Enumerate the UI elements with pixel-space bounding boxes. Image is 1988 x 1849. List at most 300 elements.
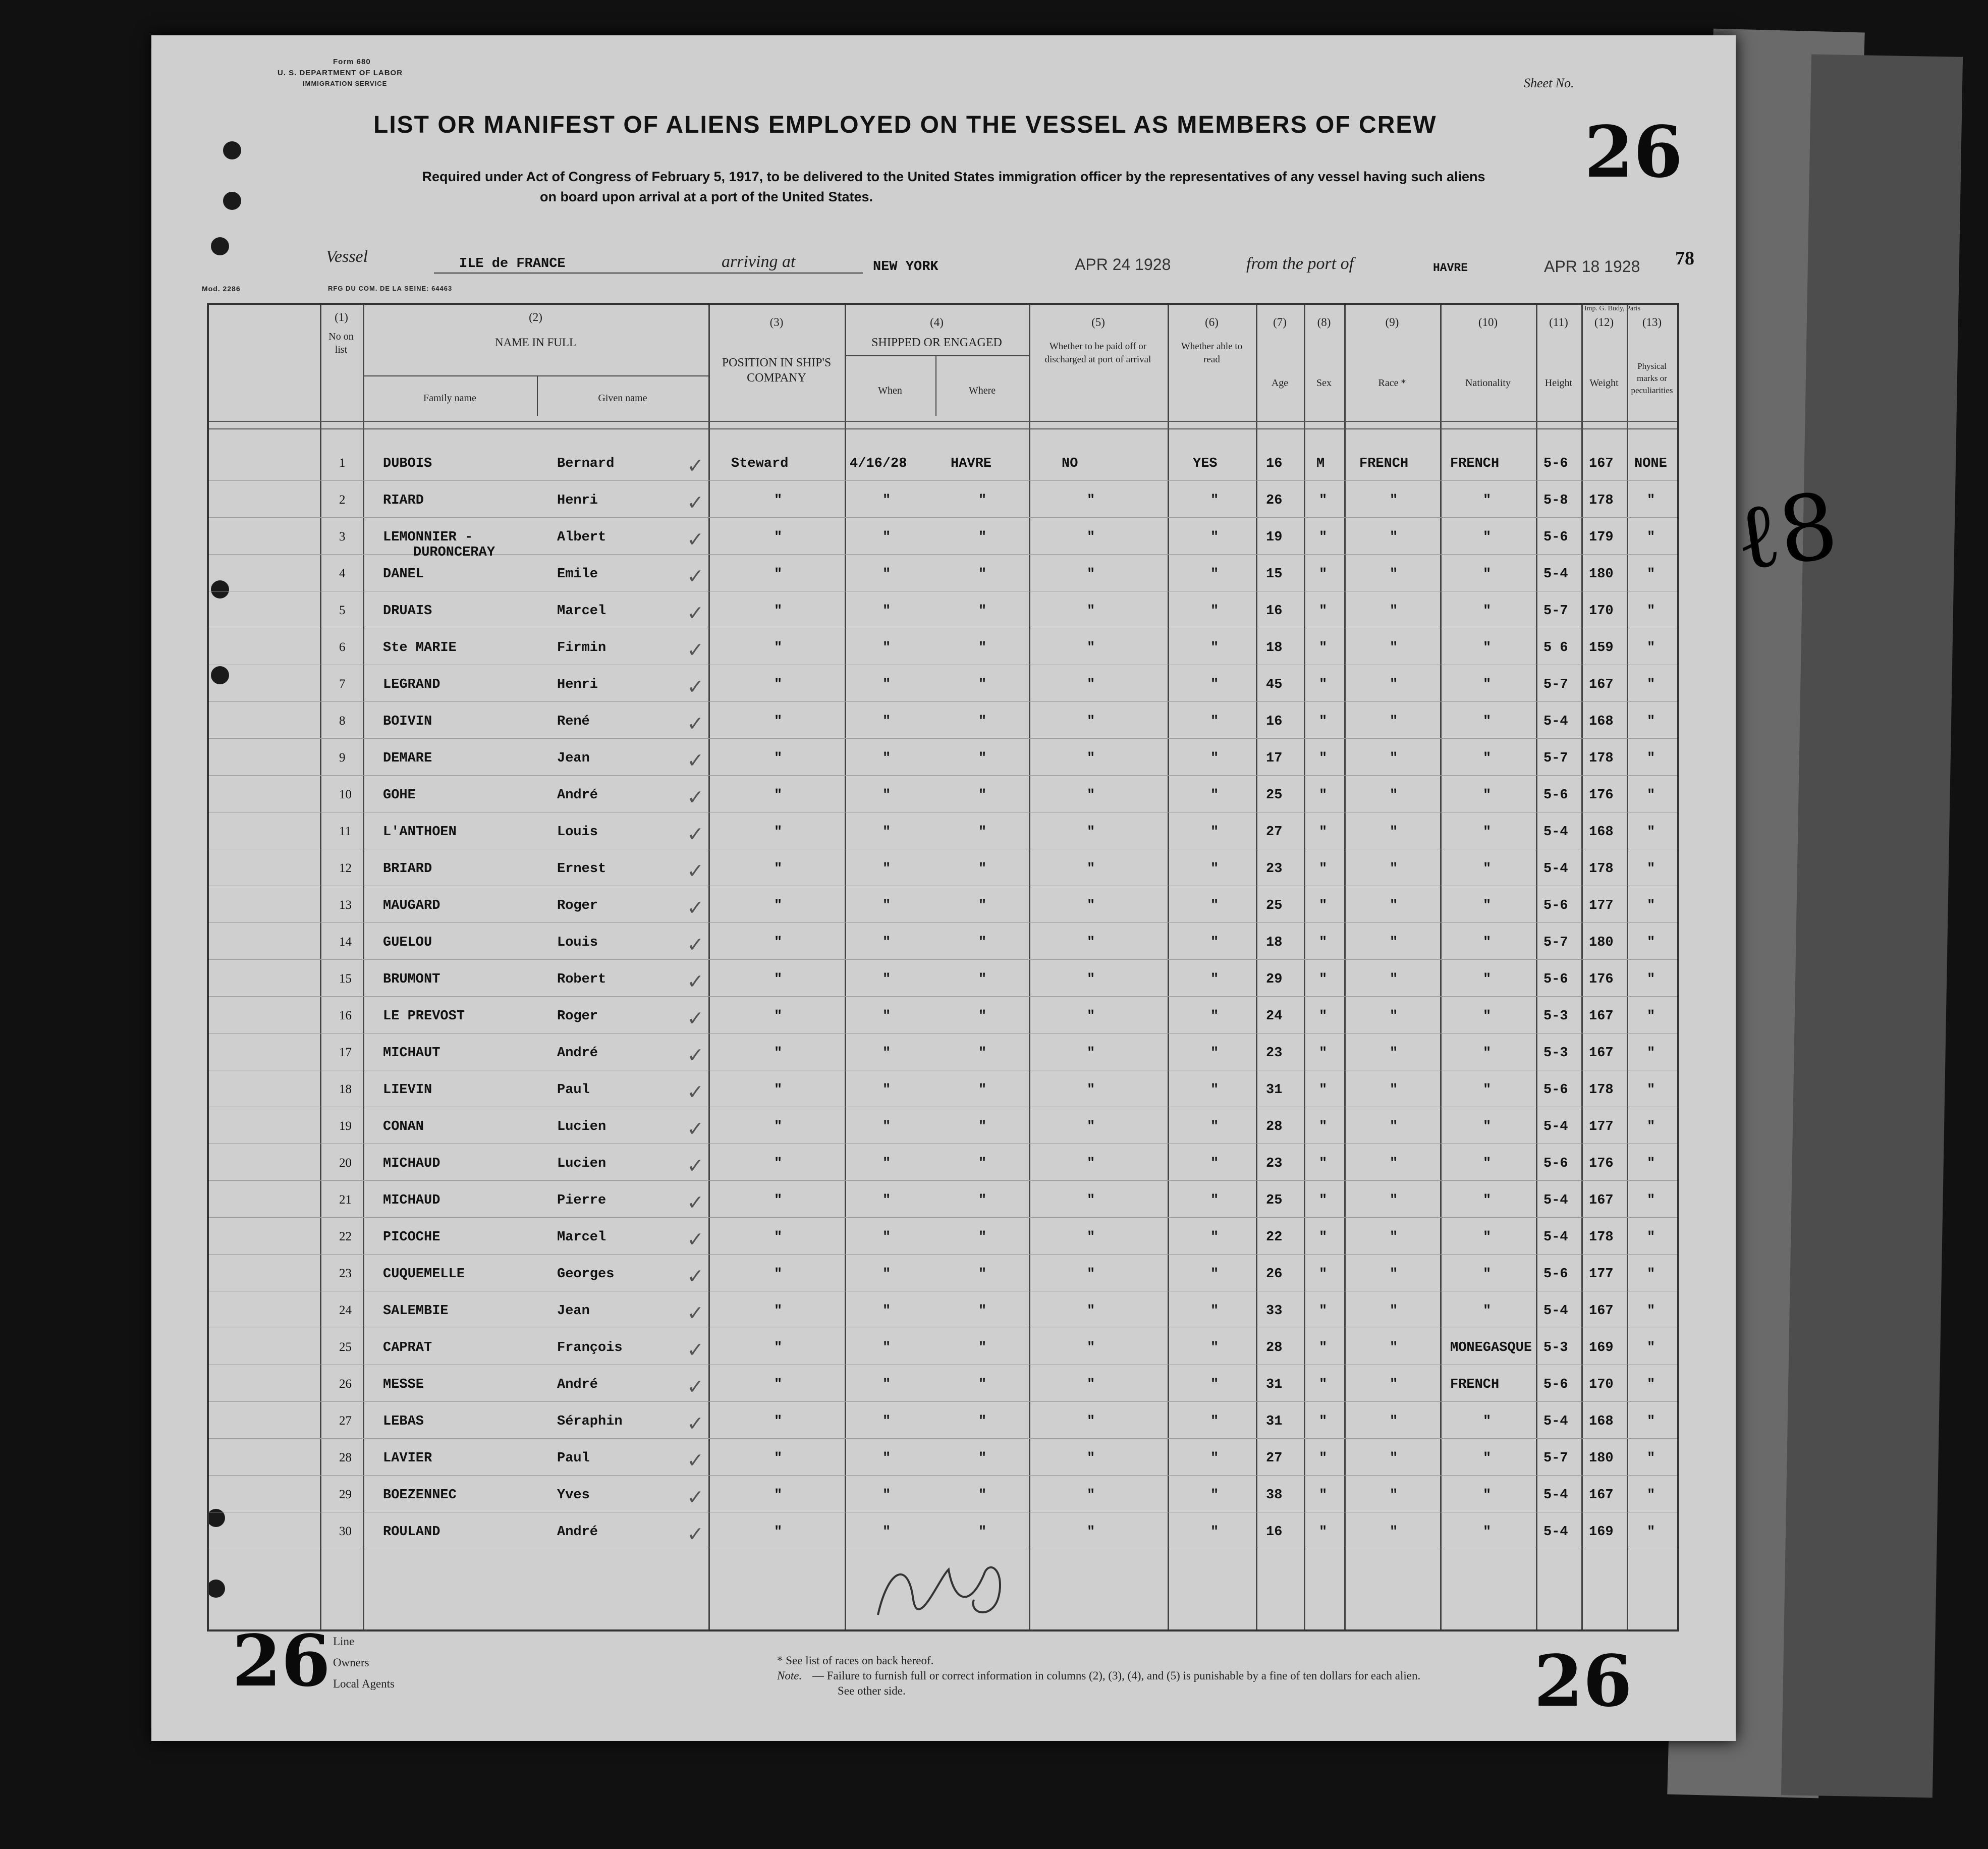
cell-sex: " (1319, 1156, 1328, 1171)
cell-age: 25 (1266, 788, 1283, 803)
cell-sex: " (1319, 751, 1328, 766)
row-rule (209, 1438, 1677, 1439)
cell-no: 2 (339, 493, 346, 507)
check-mark: ✓ (688, 969, 702, 996)
cell-marks: " (1647, 1156, 1655, 1171)
cell-height: 5-4 (1543, 1303, 1568, 1319)
col9-header: Race * (1378, 377, 1406, 389)
cell-where: " (978, 1451, 987, 1466)
cell-sex: " (1319, 1193, 1328, 1208)
cell-sex: " (1319, 935, 1328, 950)
cell-no: 25 (339, 1340, 352, 1354)
cell-where: " (978, 1414, 987, 1429)
cell-age: 16 (1266, 714, 1283, 729)
cell-marks: " (1647, 1451, 1655, 1466)
cell-height: 5-6 (1543, 1082, 1568, 1098)
cell-given: André (557, 1377, 598, 1392)
cell-family: L'ANTHOEN (383, 825, 457, 840)
cell-height: 5-4 (1543, 1525, 1568, 1540)
cell-no: 26 (339, 1377, 352, 1391)
col9-no: (9) (1385, 316, 1399, 329)
cell-sex: " (1319, 898, 1328, 913)
cell-given: Pierre (557, 1193, 606, 1208)
cell-marks: " (1647, 861, 1655, 877)
cell-nationality: " (1483, 825, 1492, 840)
cell-marks: " (1647, 1377, 1655, 1392)
cell-paid: NO (1062, 456, 1078, 471)
check-mark: ✓ (688, 527, 702, 554)
cell-where: " (978, 972, 987, 987)
cell-marks: " (1647, 1488, 1655, 1503)
cell-height: 5-3 (1543, 1009, 1568, 1024)
cell-paid: " (1087, 1303, 1095, 1319)
cell-position: " (774, 1303, 783, 1319)
cell-no: 23 (339, 1267, 352, 1280)
cell-age: 18 (1266, 640, 1283, 656)
cell-paid: " (1087, 567, 1095, 582)
cell-race: " (1390, 530, 1398, 545)
cell-age: 33 (1266, 1303, 1283, 1319)
signature (868, 1539, 1029, 1640)
cell-position: " (774, 1230, 783, 1245)
check-mark: ✓ (688, 454, 702, 480)
cell-read: " (1210, 1009, 1219, 1024)
cell-read: " (1210, 677, 1219, 692)
cell-position: " (774, 1193, 783, 1208)
cell-sex: " (1319, 1488, 1328, 1503)
cell-marks: " (1647, 1525, 1655, 1540)
cell-marks: " (1647, 1193, 1655, 1208)
cell-race: " (1390, 1267, 1398, 1282)
cell-paid: " (1087, 714, 1095, 729)
cell-weight: 176 (1589, 788, 1614, 803)
cell-age: 23 (1266, 1046, 1283, 1061)
col12-header: Weight (1589, 377, 1619, 389)
cell-paid: " (1087, 825, 1095, 840)
cell-read: " (1210, 714, 1219, 729)
printer: Imp. G. Budy, Paris (1584, 305, 1641, 312)
cell-weight: 176 (1589, 972, 1614, 987)
cell-given: Roger (557, 1009, 598, 1024)
cell-given: Roger (557, 898, 598, 913)
check-mark: ✓ (688, 712, 702, 738)
cell-given: Georges (557, 1267, 615, 1282)
cell-where: " (978, 1267, 987, 1282)
cell-paid: " (1087, 972, 1095, 987)
cell-race: " (1390, 1230, 1398, 1245)
cell-read: " (1210, 1230, 1219, 1245)
cell-age: 15 (1266, 567, 1283, 582)
page-no: 78 (1675, 248, 1694, 269)
cell-weight: 167 (1589, 1193, 1614, 1208)
check-mark: ✓ (688, 1080, 702, 1106)
col6-header: Whether able to read (1181, 341, 1243, 365)
cell-paid: " (1087, 1193, 1095, 1208)
cell-race: " (1390, 640, 1398, 656)
cell-given: Marcel (557, 1230, 606, 1245)
cell-position: " (774, 1488, 783, 1503)
cell-given: Séraphin (557, 1414, 623, 1429)
cell-read: " (1210, 751, 1219, 766)
check-mark: ✓ (688, 1375, 702, 1401)
cell-where: " (978, 1525, 987, 1540)
cell-nationality: " (1483, 604, 1492, 619)
subtitle-line2: on board upon arrival at a port of the United States. (539, 189, 873, 204)
cell-age: 28 (1266, 1340, 1283, 1355)
row-rule (209, 996, 1677, 997)
col2-given-header: Given name (598, 393, 647, 404)
cell-given: François (557, 1340, 623, 1355)
cell-no: 4 (339, 567, 346, 580)
cell-family: MICHAUD (383, 1156, 440, 1171)
cell-when: " (882, 1377, 891, 1392)
check-mark: ✓ (688, 748, 702, 775)
cell-family: MICHAUT (383, 1046, 440, 1061)
cell-nationality: " (1483, 1451, 1492, 1466)
cell-race: " (1390, 567, 1398, 582)
cell-race: " (1390, 972, 1398, 987)
arriving-label: arriving at (722, 252, 796, 271)
cell-weight: 180 (1589, 935, 1614, 950)
row-rule (209, 1254, 1677, 1255)
cell-weight: 178 (1589, 751, 1614, 766)
cell-age: 18 (1266, 935, 1283, 950)
cell-position: " (774, 972, 783, 987)
cell-nationality: " (1483, 751, 1492, 766)
cell-marks: " (1647, 567, 1655, 582)
cell-race: " (1390, 1303, 1398, 1319)
col5-no: (5) (1091, 316, 1105, 329)
sheet-number: 26 (1584, 111, 1683, 194)
cell-where: " (978, 1303, 987, 1319)
cell-read: " (1210, 825, 1219, 840)
cell-when: " (882, 677, 891, 692)
cell-no: 27 (339, 1414, 352, 1428)
cell-age: 26 (1266, 1267, 1283, 1282)
cell-weight: 168 (1589, 714, 1614, 729)
cell-read: " (1210, 530, 1219, 545)
cell-height: 5-3 (1543, 1340, 1568, 1355)
col4-no: (4) (930, 316, 944, 329)
cell-marks: " (1647, 1009, 1655, 1024)
cell-race: " (1390, 898, 1398, 913)
cell-age: 31 (1266, 1377, 1283, 1392)
from-port: HAVRE (1433, 261, 1468, 275)
cell-age: 16 (1266, 604, 1283, 619)
cell-sex: " (1319, 493, 1328, 508)
cell-nationality: MONEGASQUE (1450, 1340, 1532, 1355)
cell-no: 7 (339, 677, 346, 691)
cell-age: 28 (1266, 1119, 1283, 1134)
cell-age: 16 (1266, 1525, 1283, 1540)
cell-height: 5-4 (1543, 1414, 1568, 1429)
cell-paid: " (1087, 1156, 1095, 1171)
cell-age: 31 (1266, 1082, 1283, 1098)
cell-no: 3 (339, 530, 346, 543)
cell-read: " (1210, 1119, 1219, 1134)
cell-height: 5-6 (1543, 788, 1568, 803)
cell-age: 23 (1266, 1156, 1283, 1171)
cell-when: " (882, 1119, 891, 1134)
cell-family: RIARD (383, 493, 424, 508)
cell-when: " (882, 1193, 891, 1208)
department: U. S. DEPARTMENT OF LABOR (278, 69, 403, 77)
cell-height: 5-4 (1543, 567, 1568, 582)
footer-number-right: 26 (1534, 1640, 1632, 1723)
check-mark: ✓ (688, 564, 702, 590)
col10-header: Nationality (1465, 377, 1511, 389)
cell-weight: 167 (1589, 677, 1614, 692)
cell-age: 27 (1266, 825, 1283, 840)
cell-nationality: " (1483, 1009, 1492, 1024)
cell-when: " (882, 567, 891, 582)
cell-given: André (557, 1525, 598, 1540)
cell-no: 1 (339, 456, 346, 470)
cell-weight: 180 (1589, 567, 1614, 582)
crew-table (207, 303, 1679, 1632)
check-mark: ✓ (688, 1043, 702, 1069)
cell-nationality: " (1483, 898, 1492, 913)
cell-read: " (1210, 640, 1219, 656)
cell-position: " (774, 898, 783, 913)
cell-height: 5-6 (1543, 530, 1568, 545)
cell-read: " (1210, 1377, 1219, 1392)
cell-sex: " (1319, 1414, 1328, 1429)
cell-race: " (1390, 861, 1398, 877)
cell-position: " (774, 825, 783, 840)
cell-position: " (774, 714, 783, 729)
cell-height: 5-4 (1543, 1119, 1568, 1134)
cell-race: " (1390, 1377, 1398, 1392)
cell-family: DUBOIS (383, 456, 432, 471)
cell-nationality: " (1483, 1267, 1492, 1282)
cell-age: 26 (1266, 493, 1283, 508)
cell-paid: " (1087, 898, 1095, 913)
cell-where: " (978, 861, 987, 877)
cell-marks: " (1647, 898, 1655, 913)
cell-marks: " (1647, 825, 1655, 840)
col4-header: SHIPPED OR ENGAGED (871, 336, 1002, 349)
col4-when-header: When (878, 385, 902, 396)
cell-read: YES (1193, 456, 1218, 471)
col1-header: No on list (328, 331, 354, 355)
cell-where: " (978, 493, 987, 508)
local-agents-label: Local Agents (333, 1677, 395, 1690)
cell-age: 23 (1266, 861, 1283, 877)
cell-marks: " (1647, 935, 1655, 950)
cell-position: " (774, 861, 783, 877)
cell-age: 27 (1266, 1451, 1283, 1466)
cell-paid: " (1087, 861, 1095, 877)
col10-no: (10) (1478, 316, 1498, 329)
cell-marks: " (1647, 1230, 1655, 1245)
cell-age: 25 (1266, 1193, 1283, 1208)
cell-where: " (978, 1082, 987, 1098)
cell-read: " (1210, 861, 1219, 877)
cell-family: CAPRAT (383, 1340, 432, 1355)
check-mark: ✓ (688, 1448, 702, 1475)
check-mark: ✓ (688, 491, 702, 517)
cell-height: 5-8 (1543, 493, 1568, 508)
col2-no: (2) (529, 311, 542, 323)
cell-position: " (774, 1119, 783, 1134)
cell-where: " (978, 1230, 987, 1245)
check-mark: ✓ (688, 1485, 702, 1511)
cell-age: 45 (1266, 677, 1283, 692)
check-mark: ✓ (688, 675, 702, 701)
cell-no: 19 (339, 1119, 352, 1133)
from-port-label: from the port of (1246, 254, 1354, 273)
cell-family: DEMARE (383, 751, 432, 766)
cell-read: " (1210, 1303, 1219, 1319)
row-rule (209, 922, 1677, 923)
cell-sex: " (1319, 1267, 1328, 1282)
cell-given: Albert (557, 530, 606, 545)
cell-sex: " (1319, 861, 1328, 877)
note-label: Note. (777, 1669, 802, 1682)
cell-weight: 180 (1589, 1451, 1614, 1466)
cell-when: " (882, 1156, 891, 1171)
cell-weight: 167 (1589, 1488, 1614, 1503)
cell-no: 11 (339, 825, 352, 838)
cell-family: DRUAIS (383, 604, 432, 619)
cell-family: GOHE (383, 788, 416, 803)
cell-sex: " (1319, 1340, 1328, 1355)
check-mark: ✓ (688, 933, 702, 959)
cell-no: 22 (339, 1230, 352, 1243)
cell-paid: " (1087, 1082, 1095, 1098)
cell-when: " (882, 1009, 891, 1024)
cell-weight: 169 (1589, 1525, 1614, 1540)
cell-paid: " (1087, 1267, 1095, 1282)
cell-where: " (978, 1119, 987, 1134)
cell-given: Louis (557, 935, 598, 950)
vessel-underline (434, 273, 863, 274)
cell-sex: " (1319, 677, 1328, 692)
cell-when: " (882, 1414, 891, 1429)
cell-where: " (978, 898, 987, 913)
cell-nationality: " (1483, 677, 1492, 692)
cell-age: 24 (1266, 1009, 1283, 1024)
cell-race: " (1390, 1082, 1398, 1098)
cell-marks: " (1647, 1414, 1655, 1429)
cell-where: " (978, 640, 987, 656)
arrival-date-stamp: APR 24 1928 (1075, 255, 1171, 274)
cell-read: " (1210, 935, 1219, 950)
check-mark: ✓ (688, 1117, 702, 1143)
cell-when: " (882, 1303, 891, 1319)
cell-marks: " (1647, 751, 1655, 766)
cell-height: 5-4 (1543, 861, 1568, 877)
cell-marks: " (1647, 972, 1655, 987)
cell-no: 24 (339, 1303, 352, 1317)
cell-no: 12 (339, 861, 352, 875)
cell-where: " (978, 677, 987, 692)
cell-nationality: " (1483, 972, 1492, 987)
cell-read: " (1210, 604, 1219, 619)
cell-given: Firmin (557, 640, 606, 656)
check-mark: ✓ (688, 1190, 702, 1217)
cell-race: " (1390, 1009, 1398, 1024)
cell-position: " (774, 1009, 783, 1024)
cell-family: CUQUEMELLE (383, 1267, 465, 1282)
cell-height: 5-7 (1543, 935, 1568, 950)
cell-paid: " (1087, 1230, 1095, 1245)
cell-when: " (882, 493, 891, 508)
cell-family: LEMONNIER - (383, 530, 473, 545)
cell-weight: 167 (1589, 456, 1614, 471)
cell-nationality: " (1483, 788, 1492, 803)
cell-nationality: " (1483, 1193, 1492, 1208)
cell-paid: " (1087, 1488, 1095, 1503)
cell-sex: " (1319, 530, 1328, 545)
cell-sex: " (1319, 1046, 1328, 1061)
cell-position: " (774, 935, 783, 950)
cell-when: " (882, 861, 891, 877)
cell-height: 5-7 (1543, 751, 1568, 766)
cell-where: " (978, 604, 987, 619)
cell-no: 29 (339, 1488, 352, 1501)
cell-sex: " (1319, 1451, 1328, 1466)
cell-read: " (1210, 972, 1219, 987)
cell-read: " (1210, 493, 1219, 508)
line-label: Line (333, 1635, 355, 1648)
check-mark: ✓ (688, 1338, 702, 1364)
cell-when: " (882, 640, 891, 656)
cell-paid: " (1087, 493, 1095, 508)
cell-family: BRUMONT (383, 972, 440, 987)
cell-nationality: " (1483, 1046, 1492, 1061)
cell-height: 5-6 (1543, 972, 1568, 987)
row-rule (209, 1180, 1677, 1181)
cell-when: " (882, 1046, 891, 1061)
cell-sex: " (1319, 1377, 1328, 1392)
cell-paid: " (1087, 1340, 1095, 1355)
check-mark: ✓ (688, 1227, 702, 1254)
cell-given: André (557, 1046, 598, 1061)
cell-where: " (978, 1009, 987, 1024)
row-rule (209, 480, 1677, 481)
cell-height: 5 6 (1543, 640, 1568, 656)
cell-marks: " (1647, 1267, 1655, 1282)
cell-age: 31 (1266, 1414, 1283, 1429)
cell-age: 16 (1266, 456, 1283, 471)
check-mark: ✓ (688, 1154, 702, 1180)
cell-paid: " (1087, 640, 1095, 656)
cell-no: 17 (339, 1046, 352, 1059)
cell-height: 5-6 (1543, 1267, 1568, 1282)
cell-marks: " (1647, 714, 1655, 729)
cell-race: " (1390, 1451, 1398, 1466)
cell-weight: 168 (1589, 1414, 1614, 1429)
cell-paid: " (1087, 1046, 1095, 1061)
cell-when: " (882, 788, 891, 803)
cell-nationality: " (1483, 530, 1492, 545)
cell-given: René (557, 714, 590, 729)
col6-no: (6) (1205, 316, 1219, 329)
cell-sex: " (1319, 1230, 1328, 1245)
cell-height: 5-4 (1543, 1193, 1568, 1208)
cell-race: FRENCH (1359, 456, 1409, 471)
cell-paid: " (1087, 1525, 1095, 1540)
cell-marks: " (1647, 788, 1655, 803)
cell-read: " (1210, 1414, 1219, 1429)
note-text: — Failure to furnish full or correct information in columns (2), (3), (4), and (5) is punishable by a fine of ten dollars for each alien. (812, 1669, 1421, 1682)
check-mark: ✓ (688, 1411, 702, 1438)
cell-where: " (978, 935, 987, 950)
cell-where: HAVRE (951, 456, 992, 471)
cell-given: Lucien (557, 1156, 606, 1171)
